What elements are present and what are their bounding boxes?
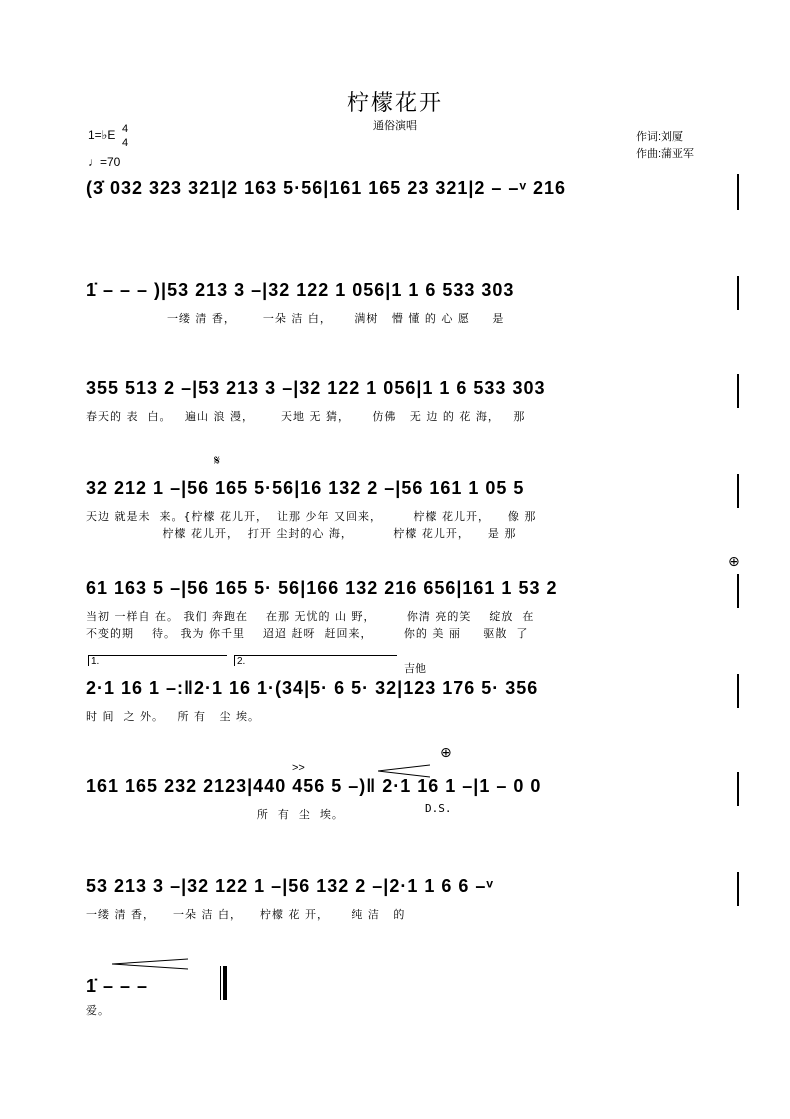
barline-7 bbox=[737, 772, 739, 806]
time-signature bbox=[122, 122, 128, 150]
notes-row-2: 1̇ – – – )|53 213 3 –|32 122 1 056|1 1 6 533 303 bbox=[86, 280, 515, 300]
barline-1 bbox=[737, 174, 739, 210]
barline-6 bbox=[737, 674, 739, 708]
segno-mark: 𝄋 bbox=[214, 452, 221, 468]
lyricist: 作词:刘厦 bbox=[636, 131, 684, 143]
notes-row-3: 355 513 2 –|53 213 3 –|32 122 1 056|1 1 6 533 303 bbox=[86, 378, 546, 398]
key-signature: 1=♭E bbox=[88, 128, 116, 142]
notes-row-6: 2·1 16 1 –:‖2·1 16 1·(34|5· 6 5· 32|123 176 5· 356 bbox=[86, 678, 539, 698]
barline-8 bbox=[737, 872, 739, 906]
first-ending: 1. bbox=[88, 655, 227, 666]
notes-row-5: 61 163 5 –|56 165 5· 56|166 132 216 656|161 1 53 2 bbox=[86, 578, 558, 598]
barline-2 bbox=[737, 276, 739, 310]
lyrics-row-7: 所 有 尘 埃。 bbox=[86, 808, 344, 821]
coda-mark-2: ⊕ bbox=[440, 744, 452, 760]
lyrics-row-8: 一缕 清 香， 一朵 洁 白， 柠檬 花 开， 纯 洁 的 bbox=[86, 908, 406, 921]
final-thin-barline bbox=[220, 966, 221, 1000]
lyrics-row-9: 爱。 bbox=[86, 1004, 110, 1017]
subtitle: 通俗演唱 bbox=[373, 120, 417, 132]
lyrics-row-5b: 不变的期 待。 我为 你千里 迢迢 赶呀 赶回来， 你的 美 丽 驱散 了 bbox=[86, 627, 529, 640]
tempo: ♩=70 bbox=[88, 155, 121, 169]
notes-row-1: (3̇ 032 323 321|2 163 5·56|161 165 23 321|2 – –ᵛ 216 bbox=[86, 178, 567, 198]
notes-row-9: 1̇ – – – bbox=[86, 976, 149, 996]
guitar-label: 吉他 bbox=[404, 663, 426, 675]
lyrics-row-4b: 柠檬 花儿开， 打开 尘封的心 海， 柠檬 花儿开， 是 那 bbox=[86, 527, 517, 540]
barline-3 bbox=[737, 374, 739, 408]
lyrics-row-6: 时 间 之 外。 所 有 尘 埃。 bbox=[86, 710, 260, 723]
accent-mark: >> bbox=[292, 762, 305, 774]
lyrics-row-5a: 当初 一样自 在。 我们 奔跑在 在那 无忧的 山 野， 你清 亮的笑 绽放 在 bbox=[86, 610, 535, 623]
ds-label: D.S. bbox=[425, 802, 452, 815]
notes-row-4: 32 212 1 –|56 165 5·56|16 132 2 –|56 161 1 05 5 bbox=[86, 478, 525, 498]
meter-top: 4 bbox=[122, 123, 129, 135]
composer: 作曲:蒲亚军 bbox=[636, 148, 695, 160]
barline-4 bbox=[737, 474, 739, 508]
notes-row-7: 161 165 232 2123|440 456 5 –)‖ 2·1 16 1 –|1 – 0 0 bbox=[86, 776, 542, 796]
title: 柠檬花开 bbox=[346, 90, 443, 115]
second-ending: 2. bbox=[234, 655, 397, 666]
lyrics-row-2: 一缕 清 香， 一朵 洁 白， 满树 懵 懂 的 心 愿 是 bbox=[86, 312, 505, 325]
coda-mark-1: ⊕ bbox=[728, 553, 740, 569]
lyrics-row-4a: 天边 就是未 来。{柠檬 花儿开， 让那 少年 又回来， 柠檬 花儿开， 像 那 bbox=[86, 510, 537, 523]
lyrics-row-3: 春天的 表 白。 遍山 浪 漫， 天地 无 猜， 仿佛 无 边 的 花 海， 那 bbox=[86, 410, 526, 423]
final-decrescendo-wedge bbox=[112, 958, 188, 970]
notes-row-8: 53 213 3 –|32 122 1 –|56 132 2 –|2·1 1 6 6 –ᵛ bbox=[86, 876, 494, 896]
final-thick-barline bbox=[223, 966, 227, 1000]
meter-bottom: 4 bbox=[122, 137, 129, 149]
barline-5 bbox=[737, 574, 739, 608]
